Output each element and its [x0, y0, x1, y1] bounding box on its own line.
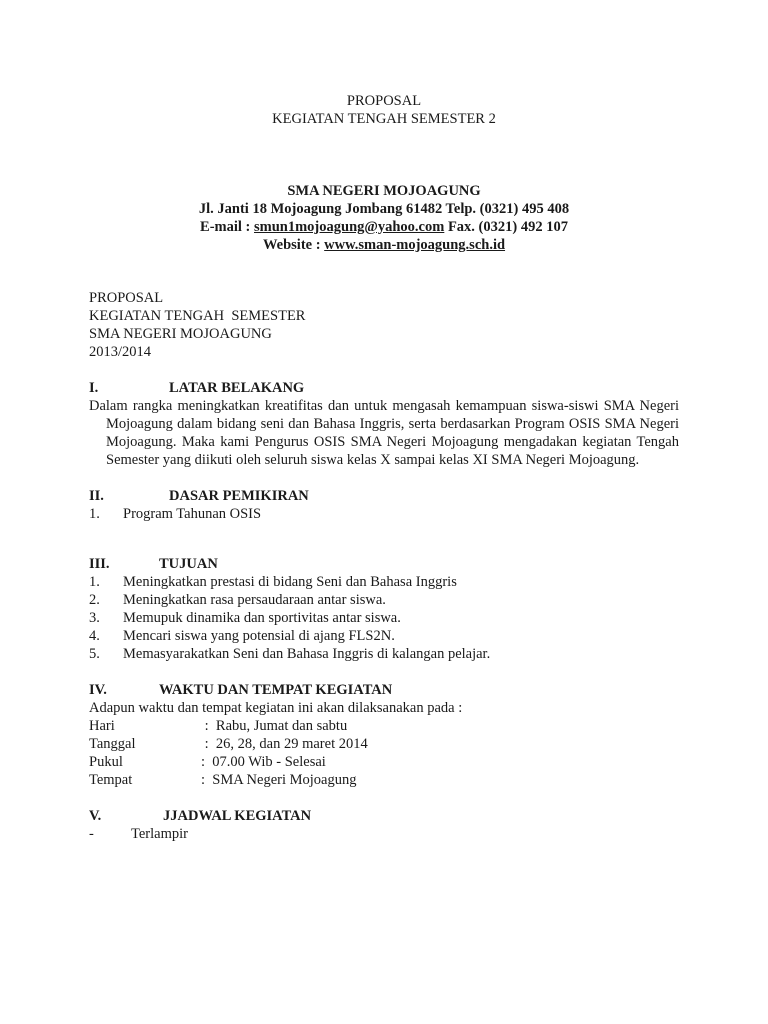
section-title: LATAR BELAKANG — [169, 380, 305, 396]
heading-line-2: KEGIATAN TENGAH SEMESTER 2 — [272, 111, 496, 127]
document-body — [89, 289, 679, 843]
schedule-key: Hari — [89, 718, 115, 734]
list-item: 4. Mencari siswa yang potensial di ajang FLS2N. — [89, 628, 395, 644]
list-item: - Terlampir — [89, 826, 188, 842]
heading-line-1: PROPOSAL — [346, 93, 422, 109]
section-number: III. — [89, 556, 110, 572]
website-link[interactable]: www.sman-mojoagung.sch.id — [324, 237, 506, 253]
section-number: V. — [89, 808, 102, 824]
schedule-row — [89, 717, 679, 735]
dash-bullet: - — [89, 826, 94, 842]
email-link[interactable]: smun1mojoagung@yahoo.com — [254, 219, 445, 235]
proposal-heading — [0, 92, 768, 128]
fax-text: Fax. (0321) 492 107 — [444, 219, 568, 235]
title-line-3: SMA NEGERI MOJOAGUNG — [89, 326, 272, 342]
list-item: 2. Meningkatkan rasa persaudaraan antar siswa. — [89, 592, 386, 608]
schedule-key: Tempat — [89, 772, 133, 788]
schedule-row — [89, 735, 679, 753]
section-number: I. — [89, 380, 99, 396]
section-1-heading — [89, 379, 679, 397]
school-letterhead — [0, 182, 768, 254]
schedule-value: : SMA Negeri Mojoagung — [201, 772, 357, 788]
section-4-intro: Adapun waktu dan tempat kegiatan ini akan dilaksanakan pada : — [89, 700, 463, 716]
list-item: 1. Program Tahunan OSIS — [89, 506, 262, 522]
schedule-value: : 26, 28, dan 29 maret 2014 — [201, 736, 368, 752]
title-line-4: 2013/2014 — [89, 344, 152, 360]
section-3-heading — [89, 555, 679, 573]
email-label: E-mail : — [200, 219, 254, 235]
schedule-row — [89, 771, 679, 789]
list-item: 5. Memasyarakatkan Seni dan Bahasa Inggris di kalangan pelajar. — [89, 646, 491, 662]
schedule-key: Pukul — [89, 754, 123, 770]
section-number: II. — [89, 488, 104, 504]
schedule-value: : 07.00 Wib - Selesai — [201, 754, 326, 770]
section-5-heading — [89, 807, 679, 825]
school-website — [0, 236, 768, 254]
section-1-paragraph: Dalam rangka meningkatkan kreatifitas dan untuk mengasah kemampuan siswa-siswi SMA Negeri Mojoagung dalam bidang seni dan Bahasa Inggris, serta berdasarkan Program OSIS SMA Negeri Mojoagung. Maka kami Pengurus OSIS SMA Negeri Mojoagung mengadakan kegiatan Tengah Semester yang diikuti oleh seluruh siswa kelas X sampai kelas XI SMA Negeri Mojoagung. — [89, 398, 679, 468]
section-4-heading — [89, 681, 679, 699]
school-contact — [0, 218, 768, 236]
schedule-row — [89, 753, 679, 771]
section-2-heading — [89, 487, 679, 505]
schedule-value: : Rabu, Jumat dan sabtu — [201, 718, 348, 734]
schedule-key: Tanggal — [89, 736, 136, 752]
section-title: WAKTU DAN TEMPAT KEGIATAN — [159, 682, 393, 698]
title-line-1: PROPOSAL — [89, 290, 164, 306]
website-label: Website : — [262, 237, 325, 253]
title-line-2: KEGIATAN TENGAH SEMESTER — [89, 308, 306, 324]
school-name: SMA NEGERI MOJOAGUNG — [287, 183, 481, 199]
title-block — [89, 289, 679, 361]
section-title: DASAR PEMIKIRAN — [169, 488, 309, 504]
section-number: IV. — [89, 682, 107, 698]
section-title: JJADWAL KEGIATAN — [163, 808, 312, 824]
school-address: Jl. Janti 18 Mojoagung Jombang 61482 Telp. (0321) 495 408 — [198, 201, 570, 217]
list-item: 3. Memupuk dinamika dan sportivitas antar siswa. — [89, 610, 401, 626]
section-title: TUJUAN — [159, 556, 218, 572]
list-item: 1. Meningkatkan prestasi di bidang Seni dan Bahasa Inggris — [89, 574, 457, 590]
